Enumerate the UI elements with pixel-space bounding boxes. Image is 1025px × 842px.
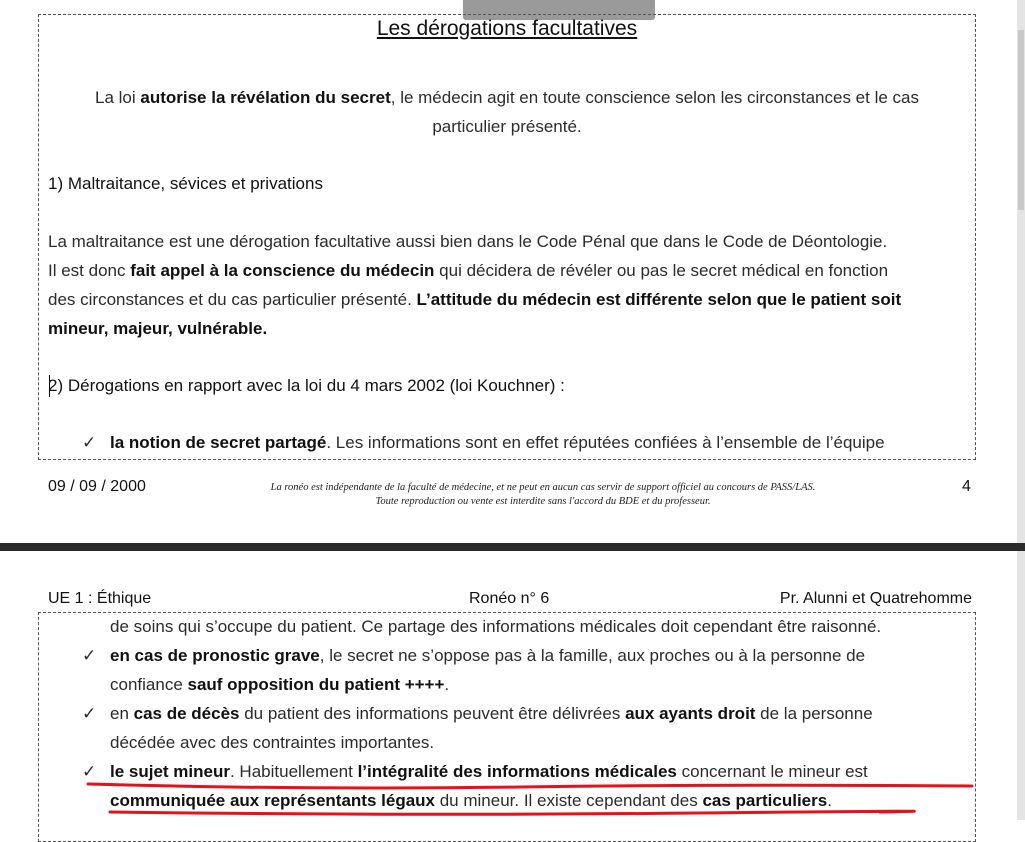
bullet4-bold1: le sujet mineur — [110, 762, 230, 781]
bullet4-post1: concernant le mineur est — [676, 762, 868, 781]
checkmark-icon: ✓ — [82, 433, 97, 452]
para1-line2-pre: Il est donc — [48, 261, 131, 280]
page2-header-left: UE 1 : Éthique — [48, 590, 152, 607]
para1-line1: La maltraitance est une dérogation facultative aussi bien dans le Code Pénal que dans le Code de Déontologie. — [48, 232, 888, 251]
checkmark-icon: ✓ — [82, 762, 97, 781]
bullet2-post2: . — [444, 675, 450, 694]
bullet4-post2: . — [827, 791, 832, 810]
section2-heading: 2) Dérogations en rapport avec la loi du 4 mars 2002 (loi Kouchner) : — [48, 376, 565, 395]
checkmark-icon: ✓ — [82, 646, 97, 665]
page2-header-center: Ronéo n° 6 — [469, 590, 550, 607]
footer-disclaimer-line2: Toute reproduction ou vente est interdite sans l'accord du BDE et du professeur. — [375, 496, 711, 507]
bullet4-mid2: du mineur. Il existe cependant des — [435, 791, 703, 810]
para1-line3-bold: L’attitude du médecin est différente selon que le patient soit — [416, 290, 902, 309]
page2-continuation: de soins qui s’occupe du patient. Ce partage des informations médicales doit cependant être raisonné. — [110, 617, 882, 636]
red-underline-2 — [110, 811, 914, 814]
bullet1-post: . Les informations sont en effet réputées confiées à l’ensemble de l’équipe — [326, 433, 885, 452]
bullet1-bold: la notion de secret partagé — [110, 433, 327, 452]
footer-disclaimer-line1: La ronéo est indépendante de la faculté de médecine, et ne peut en aucun cas servir de support officiel au concours de PASS/LAS. — [270, 482, 816, 493]
bullet2-bold1: en cas de pronostic grave — [110, 646, 320, 665]
para1-line4-bold: mineur, majeur, vulnérable. — [48, 319, 268, 338]
bullet4-bold3: communiquée aux représentants légaux — [110, 791, 435, 810]
bullet3-bold1: cas de décès — [133, 704, 240, 723]
page1-title: Les dérogations facultatives — [376, 17, 638, 40]
bullet2-post1: , le secret ne s’oppose pas à la famille, aux proches ou à la personne de — [319, 646, 866, 665]
para1-line2-post: qui décidera de révéler ou pas le secret médical en fonction — [434, 261, 889, 280]
bullet2-bold2: sauf opposition du patient ++++ — [187, 675, 445, 694]
bullet3-mid1: du patient des informations peuvent être délivrées — [239, 704, 626, 723]
para1-line3-pre: des circonstances et du cas particulier présenté. — [48, 290, 417, 309]
footer-date: 09 / 09 / 2000 — [48, 478, 146, 495]
footer-page-number: 4 — [962, 478, 971, 495]
bullet3-line2: décédée avec des contraintes importantes. — [110, 733, 435, 752]
intro-post: , le médecin agit en toute conscience selon les circonstances et le cas — [390, 88, 919, 107]
bullet2-pre2: confiance — [110, 675, 188, 694]
bullet3-post1: de la personne — [755, 704, 873, 723]
intro-bold: autorise la révélation du secret — [140, 88, 391, 107]
bullet3-pre1: en — [110, 704, 134, 723]
intro-pre: La loi — [94, 88, 141, 107]
red-underline-1 — [88, 784, 972, 788]
intro-line2: particulier présenté. — [432, 117, 582, 136]
checkmark-icon: ✓ — [82, 704, 97, 723]
bullet3-bold2: aux ayants droit — [625, 704, 756, 723]
section1-heading: 1) Maltraitance, sévices et privations — [48, 174, 323, 193]
bullet4-bold2: l’intégralité des informations médicales — [357, 762, 677, 781]
bullet4-mid1: . Habituellement — [229, 762, 358, 781]
page2-header-right: Pr. Alunni et Quatrehomme — [779, 590, 972, 607]
bullet4-bold4: cas particuliers — [702, 791, 828, 810]
para1-line2-bold: fait appel à la conscience du médecin — [130, 261, 435, 280]
